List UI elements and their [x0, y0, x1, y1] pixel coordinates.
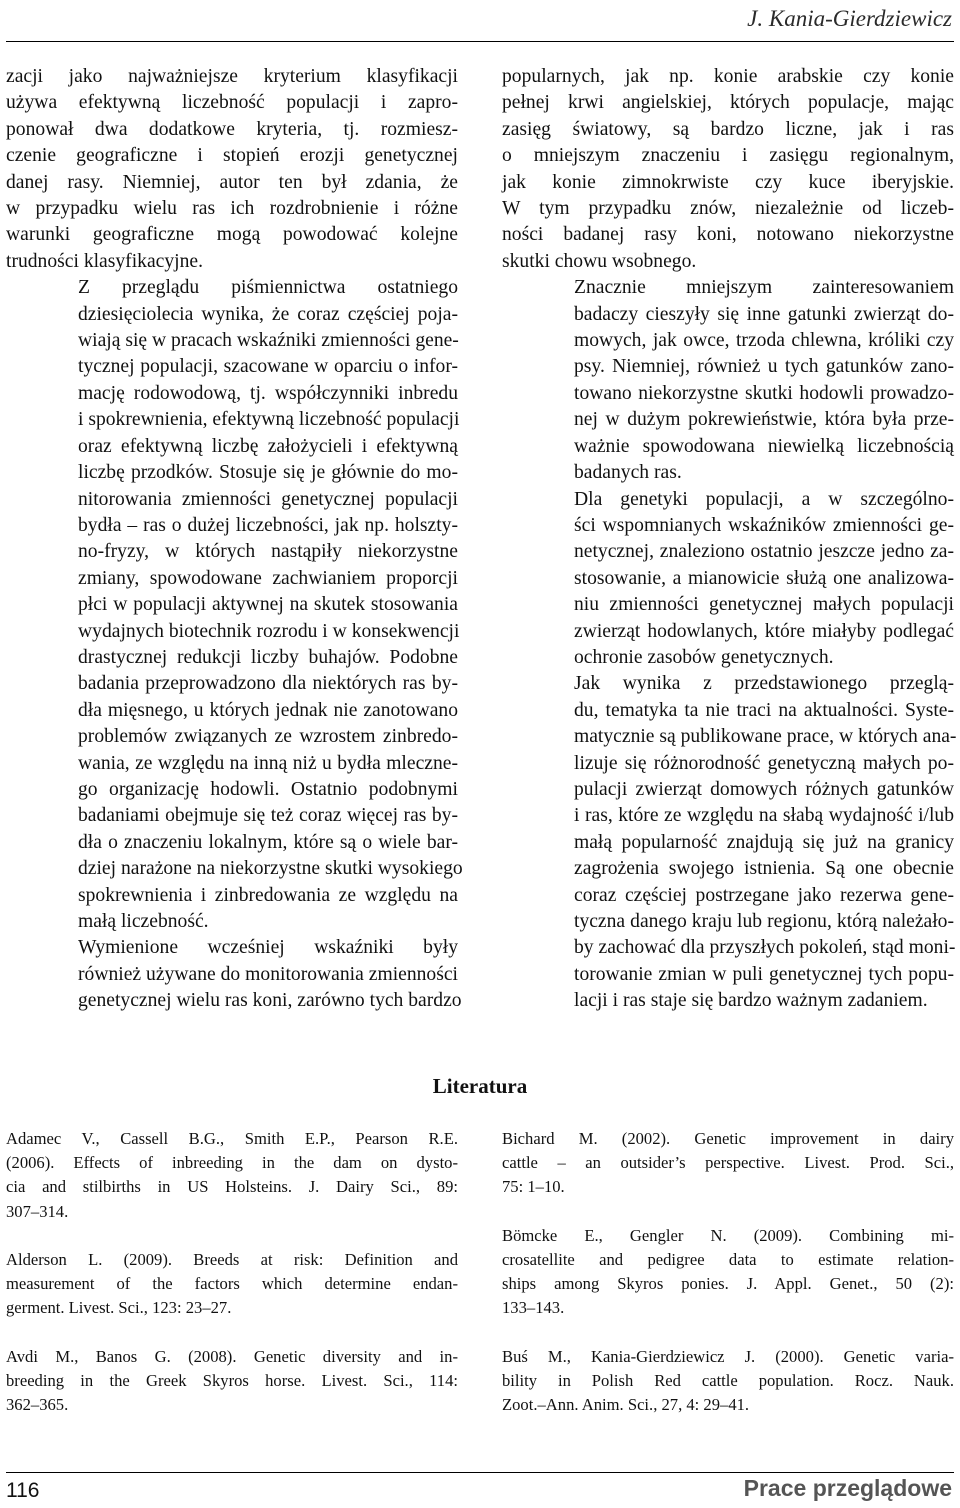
page-number: 116 — [6, 1479, 40, 1502]
text-line: zacji jako najważniejsze kryterium klasyfikacji — [6, 66, 458, 87]
journal-section-label: Prace przeglądowe — [743, 1475, 952, 1501]
text-line: zagrożenia swojego istnienia. Są one obecnie — [574, 858, 954, 880]
text-line: skutki chowu wsobnego. — [502, 250, 697, 272]
text-line: dła mięsnego, u których jednak nie zanotowano — [78, 699, 458, 721]
header-rule — [6, 41, 954, 42]
text-line: torowanie zmian w puli genetycznej tych popu- — [574, 963, 954, 985]
reference-line: Avdi M., Banos G. (2008). Genetic diversity and in- — [6, 1346, 458, 1366]
text-line: bydła – ras o dużej liczebności, jak np. holszty- — [78, 514, 458, 536]
reference-line: cattle – an outsider’s perspective. Livest. Prod. Sci., — [502, 1153, 954, 1173]
text-line: zasięg światowy, są bardzo liczne, jak i ras — [502, 118, 954, 140]
text-line: nej w dużym pokrewieństwie, która była prze- — [574, 409, 954, 431]
text-line: i spokrewnienia, efektywną liczebność populacji — [78, 409, 460, 431]
text-line: pełnej krwi angielskiej, których populacje, mając — [502, 92, 954, 114]
reference-line: Alderson L. (2009). Breeds at risk: Definition and — [6, 1250, 458, 1269]
reference-line: 75: 1–10. — [502, 1177, 565, 1197]
footer-rule — [6, 1472, 954, 1473]
reference-line: germent. Livest. Sci., 123: 23–27. — [6, 1298, 232, 1318]
paragraph — [6, 64, 458, 275]
text-line: spokrewnienia i zinbredowania ze względu na — [78, 884, 458, 906]
reference-entry — [502, 1345, 954, 1418]
text-line: ności badanej rasy koni, notowano niekorzystne — [502, 224, 954, 246]
text-line: problemów związanych ze wzrostem zinbredo- — [78, 726, 458, 748]
text-line: czenie geograficzne i stopień erozji genetycznej — [6, 145, 458, 167]
reference-entry — [6, 1248, 458, 1321]
reference-line: Zoot.–Ann. Anim. Sci., 27, 4: 29–41. — [502, 1395, 750, 1415]
text-line: Jak wynika z przedstawionego przeglą- — [574, 673, 954, 695]
reference-line: 133–143. — [502, 1298, 565, 1318]
text-line: badaniami obejmuje się też coraz więcej ras by- — [78, 805, 458, 827]
text-line: trudności klasyfikacyjne. — [6, 250, 203, 272]
text-line: badaczy cieszyły się inne gatunki zwierząt do- — [574, 303, 954, 325]
text-line: oraz efektywną liczbę założycieli i efektywną — [78, 435, 458, 457]
text-line: używa efektywną liczebność populacji i zapro- — [6, 92, 458, 114]
text-line: liczbę przodków. Stosuje się je głównie do mo- — [78, 462, 458, 484]
text-line: niu zmienności genetycznej małych populacji — [574, 594, 954, 616]
text-line: go organizację hodowli. Ostatnio podobnymi — [78, 778, 458, 800]
reference-line: 307–314. — [6, 1201, 69, 1221]
text-line: stosowanie, a mianowicie służą one analizowa- — [574, 567, 954, 589]
text-line: wydajnych biotechnik rozrodu i w konsekwencji — [78, 620, 460, 642]
references-right-column — [502, 1127, 954, 1442]
text-line: zmiany, spowodowane zachwianiem proporcji — [78, 567, 458, 589]
references-left-column — [6, 1127, 458, 1442]
text-line: badania przeprowadzono dla niektórych ras by- — [78, 673, 458, 695]
paragraph — [502, 64, 954, 275]
text-line: również używane do monitorowania zmienności — [78, 963, 458, 985]
text-line: wania, ze względu na inną niż u bydła mleczne- — [78, 752, 458, 774]
reference-entry — [502, 1224, 954, 1321]
running-head-author: J. Kania-Gierdziewicz — [747, 6, 952, 31]
text-line: małą liczebność. — [78, 911, 209, 932]
text-line: ponował dwa dodatkowe kryteria, tj. rozmiesz- — [6, 118, 458, 140]
text-line: ważnie spowodowana niewielką liczebnością — [574, 435, 954, 457]
text-line: du, tematyka ta nie traci na aktualności. Syste- — [574, 699, 954, 721]
text-line: netycznej, znaleziono ostatnio jeszcze jedno za- — [574, 541, 954, 563]
reference-entry — [6, 1127, 458, 1224]
text-line: w przypadku wielu ras ich rozdrobnienie i różne — [6, 198, 458, 220]
text-line: Z przeglądu piśmiennictwa ostatniego — [78, 277, 458, 299]
paragraph — [502, 487, 954, 672]
text-line: no-fryzy, w których nastąpiły niekorzystne — [78, 541, 458, 563]
text-line: badanych ras. — [574, 462, 682, 484]
reference-entry — [502, 1127, 954, 1200]
text-line: ochronie zasobów genetycznych. — [574, 646, 834, 668]
text-line: drastycznej redukcji liczby buhajów. Podobne — [78, 646, 458, 668]
text-line: mację rodowodową, tj. współczynniki inbredu — [78, 382, 458, 404]
text-line: tycznej populacji, szacowane w oparciu o infor- — [78, 356, 458, 378]
text-line: o mniejszym znaczeniu i zasięgu regionalnym, — [502, 145, 954, 167]
text-line: psy. Niemniej, również u tych gatunków zano- — [574, 356, 954, 378]
paragraph — [502, 275, 954, 486]
text-line: pulacji zwierząt domowych różnych gatunków — [574, 778, 954, 800]
text-line: Wymienione wcześniej wskaźniki były — [78, 937, 458, 959]
text-line: małą popularność znajdują się już na granicy — [574, 831, 954, 853]
text-line: tyczna danego kraju lub regionu, którą należało- — [574, 911, 954, 932]
reference-line: breeding in the Greek Skyros horse. Livest. Sci., 114: — [6, 1371, 458, 1390]
text-line: jak konie zimnokrwiste czy kuce iberyjskie. — [502, 171, 954, 193]
text-line: dła o znaczeniu lokalnym, które są o wiele bar- — [78, 831, 458, 853]
reference-line: cia and stilbirths in US Holsteins. J. Dairy Sci., 89: — [6, 1177, 458, 1197]
text-line: Dla genetyki populacji, a w szczególno- — [574, 488, 954, 510]
paragraph — [6, 935, 462, 1014]
text-line: dziesięciolecia wynika, że coraz częściej poja- — [78, 303, 458, 325]
text-line: genetycznej wielu ras koni, zarówno tych bardzo — [78, 990, 462, 1012]
reference-line: Bömcke E., Gengler N. (2009). Combining mi- — [502, 1225, 954, 1245]
reference-line: Adamec V., Cassell B.G., Smith E.P., Pearson R.E. — [6, 1129, 458, 1148]
reference-line: ships among Skyros ponies. J. Appl. Genet., 50 (2): — [502, 1274, 954, 1294]
reference-line: crosatellite and pedigree data to estimate relation- — [502, 1250, 954, 1269]
reference-line: bility in Polish Red cattle population. Rocz. Nauk. — [502, 1371, 954, 1390]
text-line: warunki geograficzne mogą powodować kolejne — [6, 224, 458, 246]
text-line: by zachować dla przyszłych pokoleń, stąd moni- — [574, 937, 956, 959]
text-line: ści wspomnianych wskaźników zmienności ge- — [574, 514, 954, 536]
text-line: coraz częściej postrzegane jako rezerwa gene- — [574, 884, 954, 906]
literature-heading: Literatura — [432, 1074, 528, 1098]
text-line: towano niekorzystne skutki hodowli prowadzo- — [574, 382, 954, 404]
text-line: zwierząt hodowlanych, które miałyby podlegać — [574, 620, 954, 642]
text-line: Znacznie mniejszym zainteresowaniem — [574, 277, 954, 299]
text-line: danej rasy. Niemniej, autor ten był zdania, że — [6, 171, 458, 193]
text-line: mowych, jak owce, trzoda chlewna, króliki czy — [574, 330, 954, 352]
reference-line: Bichard M. (2002). Genetic improvement in dairy — [502, 1129, 954, 1148]
reference-entry — [6, 1345, 458, 1418]
text-line: płci w populacji aktywnej na skutek stosowania — [78, 594, 458, 616]
reference-line: 362–365. — [6, 1395, 69, 1415]
reference-line: (2006). Effects of inbreeding in the dam on dysto- — [6, 1153, 458, 1173]
paragraph — [6, 275, 463, 935]
text-line: lacji i ras staje się bardzo ważnym zadaniem. — [574, 990, 928, 1012]
reference-line: Buś M., Kania-Gierdziewicz J. (2000). Genetic varia- — [502, 1346, 954, 1366]
text-line: lizuje się różnorodność genetyczną małych po- — [574, 752, 954, 774]
text-line: i ras, które ze względu na słabą wydajność i/lub — [574, 805, 954, 827]
right-text-column — [502, 64, 957, 1015]
text-line: matycznie są publikowane prace, w których ana- — [574, 726, 957, 748]
reference-line: measurement of the factors which determine endan- — [6, 1274, 458, 1294]
paragraph — [502, 671, 957, 1014]
text-line: W tym przypadku znów, niezależnie od liczeb- — [502, 198, 954, 220]
left-text-column — [6, 64, 463, 1015]
text-line: popularnych, jak np. konie arabskie czy konie — [502, 66, 954, 87]
text-line: nitorowania zmienności genetycznej populacji — [78, 488, 458, 510]
text-line: dziej narażone na niekorzystne skutki wysokiego — [78, 858, 463, 880]
text-line: wiają się w pracach wskaźniki zmienności gene- — [78, 330, 459, 352]
